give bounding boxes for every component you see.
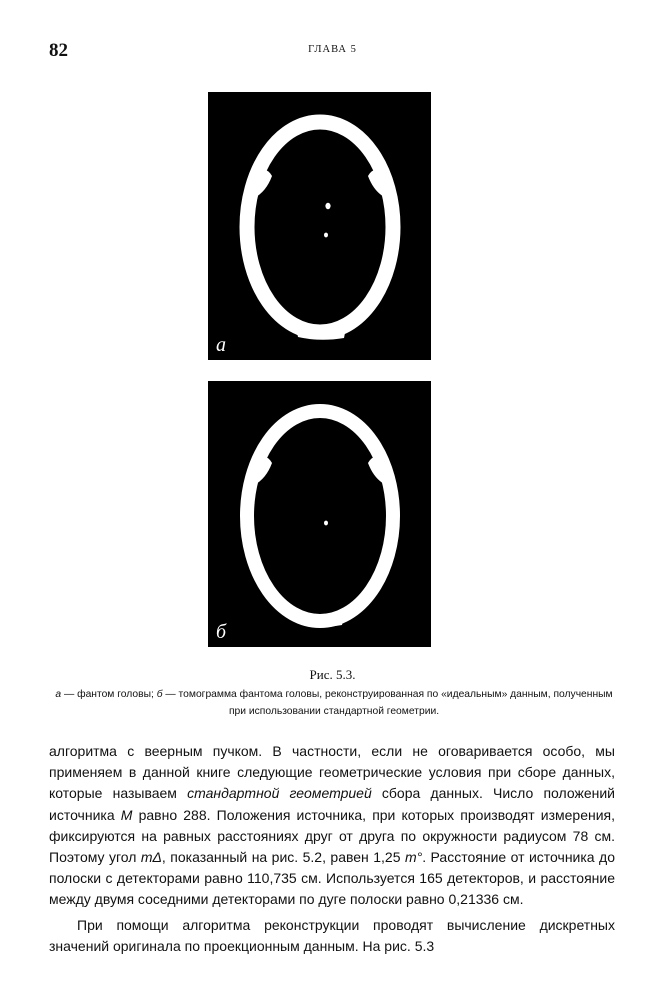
caption-b-label: б <box>156 689 163 700</box>
p1-part1: алгоритма с веерным пучком. В частности, если не оговаривается особо, мы применяем в данной книге следующие геометрические условия при сборе данных, которые называем <box>49 743 615 802</box>
p1-part3: равно 288. Положения источника, при которых производят измерения, фиксируются на равных расстояниях друг от друга по окружности радиусом 78 см. Поэтому угол <box>49 806 616 866</box>
figure-panel-a <box>208 92 431 360</box>
caption-a-label: а <box>55 689 62 700</box>
p1-em-m: M <box>120 806 133 823</box>
paragraph-2: При помощи алгоритма реконструкции проводят вычисление дискретных значений оригинала по проекционным данным. На рис. 5.3 <box>49 916 615 954</box>
panel-a-label: а <box>216 334 226 356</box>
paragraph-1 <box>49 741 615 911</box>
figure-caption <box>49 686 619 720</box>
caption-b-text: — томограмма фантома головы, реконструированная по «идеальным» данным, полученным при использовании стандартной геометрии. <box>162 689 613 717</box>
figure-title: Рис. 5.3. <box>309 667 356 682</box>
head-phantom-image <box>208 92 431 360</box>
caption-a-text: — фантом головы; <box>61 689 157 700</box>
p1-em-degree: m° <box>404 849 423 866</box>
p1-em-angle: mΔ <box>140 849 162 866</box>
page-number: 82 <box>49 40 68 61</box>
p1-part5: . Расстояние от источника до полоски с детекторами равно 110,735 см. Используется 165 детекторов, и расстояние между двумя соседними детекторами по дуге полоски равно 0,21336 см. <box>49 849 615 908</box>
p1-part2: сбора данных. Число положений источника <box>49 785 615 823</box>
running-head: ГЛАВА 5 <box>308 44 357 55</box>
panel-b-label: б <box>216 621 227 643</box>
body-text <box>49 741 615 957</box>
p1-em-standard-geometry: стандартной геометрией <box>187 785 372 802</box>
p1-part4: , показанный на рис. 5.2, равен 1,25 <box>161 849 405 866</box>
figure-panel-b <box>208 381 431 647</box>
tomogram-image <box>208 381 431 647</box>
